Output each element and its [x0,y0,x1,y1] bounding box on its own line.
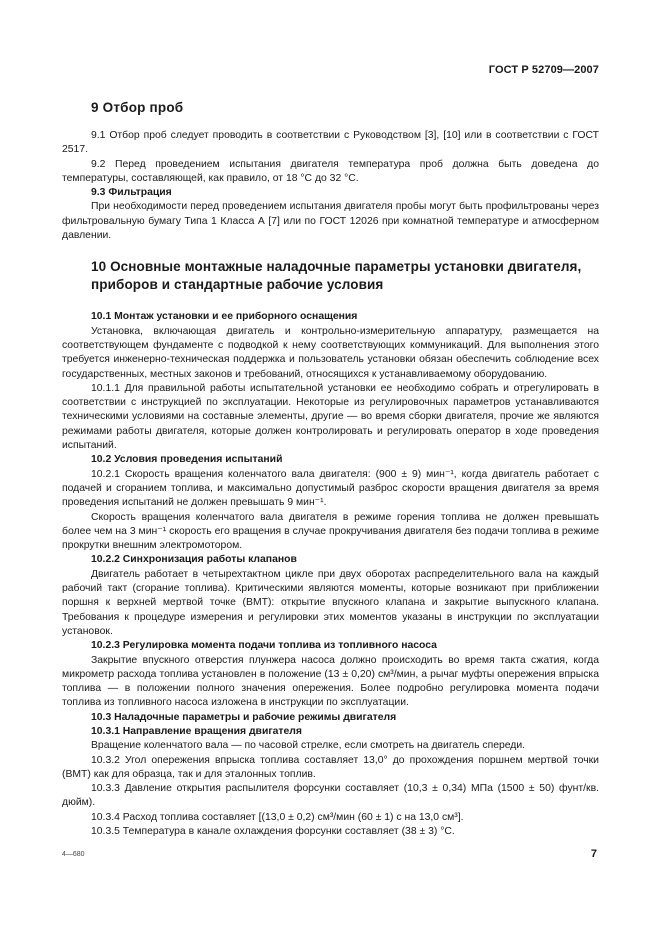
heading-10-3-1: 10.3.1 Направление вращения двигателя [91,725,302,737]
paragraph-10-1: Установка, включающая двигатель и контрольно-измерительную аппаратуру, размещается на соответствующем фундаменте с подводкой к нему соответствующих коммуникаций. Для выполнения этого требуется инженерно-техническая поддержка и пользователь установки обязан обеспечить соблюдение всех государственных, местных законов и требований, относящихся к устанавливаемому оборудованию. [62,325,599,380]
section-10-heading: 10 Основные монтажные наладочные параметры установки двигателя, приборов и стандартные рабочие условия [91,259,582,293]
heading-10-2-3: 10.2.3 Регулировка момента подачи топлива из топливного насоса [91,640,437,652]
paragraph-10-3-2: 10.3.2 Угол опережения впрыска топлива составляет 13,0° до прохождения поршнем мертвой точки (ВМТ) как для образца, так и для эталонных топлив. [62,754,599,780]
paragraph-10-2-2: Двигатель работает в четырехтактном цикле при двух оборотах распределительного вала на каждый рабочий такт (сгорание топлива). Критическими являются моменты, которые возникают при приближении поршня к верхней мертвой точке (ВМТ): открытие впускного клапана и закрытие выпускного клапана. Требования к процедуре измерения и регулировки этих моментов указаны в инструкции по эксплуатации установок. [62,568,599,637]
paragraph-10-3-1: Вращение коленчатого вала — по часовой стрелке, если смотреть на двигатель спереди. [91,740,526,752]
page-number: 7 [590,848,597,860]
heading-10-2: 10.2 Условия проведения испытаний [91,454,283,466]
paragraph-10-3-4: 10.3.4 Расход топлива составляет [(13,0 ± 0,2) см³/мин (60 ± 1) с на 13,0 см³]. [91,811,464,823]
heading-10-2-2: 10.2.2 Синхронизация работы клапанов [91,554,297,566]
document-id-header: ГОСТ Р 52709—2007 [488,64,599,76]
print-code: 4—680 [62,851,85,858]
paragraph-10-3-3: 10.3.3 Давление открытия распылителя форсунки составляет (10,3 ± 0,34) МПа (1500 ± 50) фунт/кв. дюйм). [62,783,599,809]
heading-9-3: 9.3 Фильтрация [91,187,172,199]
heading-10-1: 10.1 Монтаж установки и ее приборного оснащения [91,311,358,323]
paragraph-9-3: При необходимости перед проведением испытания двигателя пробы могут быть профильтрованы через фильтровальную бумагу Типа 1 Класса А [7] или по ГОСТ 12026 при комнатной температуре и атмосферном давлении. [62,201,599,242]
paragraph-10-3-5: 10.3.5 Температура в канале охлаждения форсунки составляет (38 ± 3) °С. [91,826,455,838]
paragraph-9-1: 9.1 Отбор проб следует проводить в соответствии с Руководством [3], [10] или в соответствии с ГОСТ 2517. [62,130,599,156]
paragraph-10-2-1-b: Скорость вращения коленчатого вала двигателя в режиме горения топлива не должен превышать более чем на 3 мин⁻¹ скорость его вращения в случае прокручивания двигателя без подачи топлива в режиме прокрутки внешним электромотором. [62,511,599,552]
paragraph-9-2: 9.2 Перед проведением испытания двигателя температура проб должна быть доведена до температуры, составляющей, как правило, от 18 °С до 32 °С. [62,158,599,184]
section-9-heading: 9 Отбор проб [91,100,184,115]
paragraph-10-2-3: Закрытие впускного отверстия плунжера насоса должно происходить во время такта сжатия, когда микрометр расхода топлива установлен в положение (13 ± 0,20) см³/мин, а рычаг муфты опережения впрыска топлива — в положении полного значения опережения. Более подробно регулировка момента подачи топлива из топливного насоса изложена в инструкции по эксплуатации. [62,654,599,709]
paragraph-10-1-1: 10.1.1 Для правильной работы испытательной установки ее необходимо собрать и отрегулировать в соответствии с инструкцией по эксплуатации. Некоторые из регулировочных параметров устанавливаются техническими условиями на составные элементы, другие — во время сборки двигателя, прочие же являются режимами работы двигателя, которые должен контролировать и регулировать оператор в ходе проведения испытаний. [62,382,599,452]
page-body [62,96,599,839]
paragraph-10-2-1: 10.2.1 Скорость вращения коленчатого вала двигателя: (900 ± 9) мин⁻¹, когда двигатель работает с подачей и сгоранием топлива, и максимально допустимый разброс скорости вращения двигателя за время проведения испытаний не должен превышать 9 мин⁻¹. [62,468,599,509]
heading-10-3: 10.3 Наладочные параметры и рабочие режимы двигателя [91,711,397,723]
